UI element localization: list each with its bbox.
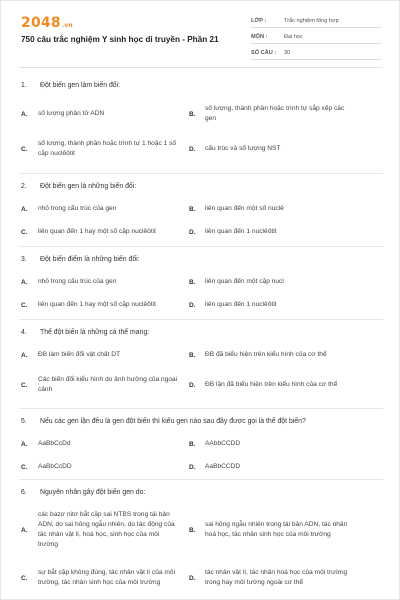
document-title: 750 câu trắc nghiệm Y sinh học di truyền - Phần 21 xyxy=(21,35,219,44)
option-text: liên quan đến một cặp nucl xyxy=(205,278,284,285)
meta-key: SỐ CÂU : xyxy=(251,49,277,56)
option-text: số lượng phân tử ADN xyxy=(37,110,105,117)
option-letter: C. xyxy=(21,145,28,153)
document-header xyxy=(1,1,400,67)
option-a[interactable] xyxy=(1,350,181,360)
option-row xyxy=(1,433,381,455)
option-text: cấu trúc và số lượng NST xyxy=(205,145,281,152)
option-a[interactable] xyxy=(1,510,181,550)
option-letter: A. xyxy=(21,440,28,448)
question-number: 1. xyxy=(21,81,27,89)
question-text: Đột biến gen là những biến đổi: xyxy=(40,182,137,190)
question-header xyxy=(21,409,381,433)
option-a[interactable] xyxy=(1,439,181,449)
option-c[interactable] xyxy=(1,375,181,395)
option-letter: A. xyxy=(21,351,28,359)
option-letter: D. xyxy=(189,574,196,582)
option-row xyxy=(1,271,381,293)
option-row xyxy=(1,97,381,131)
meta-value: 30 xyxy=(284,49,291,56)
option-text: nhỏ trong cấu trúc của gen xyxy=(37,278,117,285)
question-list xyxy=(1,73,400,600)
option-b[interactable] xyxy=(189,104,369,124)
option-c[interactable] xyxy=(1,568,181,588)
option-text: AaBbCcDd xyxy=(37,440,71,447)
option-row xyxy=(1,556,381,600)
question-header xyxy=(21,480,381,504)
option-text: liên quan đến một số nuclê xyxy=(205,205,284,212)
option-letter: D. xyxy=(189,381,196,389)
meta-value: Đại học xyxy=(284,33,303,40)
option-letter: C. xyxy=(21,301,28,309)
option-letter: A. xyxy=(21,526,28,534)
option-text: sai hỏng ngẫu nhiên trong tái bản ADN, tác nhân hoá học, tác nhân sinh học của môi trường xyxy=(205,521,348,538)
option-text: số lượng, thành phần hoặc trình tự 1 hoặc 1 số cặp nuclêôtit xyxy=(37,140,177,157)
option-letter: B. xyxy=(189,351,196,359)
option-b[interactable] xyxy=(189,204,369,214)
option-d[interactable] xyxy=(189,144,369,154)
option-d[interactable] xyxy=(189,380,369,390)
option-b[interactable] xyxy=(189,520,369,540)
option-letter: D. xyxy=(189,228,196,236)
option-letter: A. xyxy=(21,110,28,118)
option-text: AaBbCCDD xyxy=(205,463,241,470)
question-text: Nguyên nhân gây đột biến gen do: xyxy=(40,488,146,496)
option-a[interactable] xyxy=(1,109,181,119)
option-text: AaBbCcDD xyxy=(37,463,72,470)
option-text: AAbbCCDD xyxy=(205,440,241,447)
option-row xyxy=(1,293,381,317)
option-text: liên quan đến 1 nuclêôtit xyxy=(205,301,277,308)
question-number: 4. xyxy=(21,328,27,336)
header-divider xyxy=(19,67,383,68)
option-d[interactable] xyxy=(189,300,369,310)
question-5 xyxy=(1,409,400,479)
question-number: 5. xyxy=(21,417,27,425)
meta-table xyxy=(251,14,381,62)
question-header xyxy=(21,174,381,198)
option-letter: B. xyxy=(189,278,196,286)
option-text: các bazơ nitơ bắt cặp sai NTBS trong tái bản ADN, do sai hỏng ngẫu nhiên, do tác động của tác nhân vật lí, hoá học, sinh học của môi trường xyxy=(37,511,175,548)
option-text: Các biến đổi kiểu hình do ảnh hưởng của ngoại cảnh xyxy=(37,376,178,393)
option-letter: A. xyxy=(21,278,28,286)
option-c[interactable] xyxy=(1,139,181,159)
option-letter: A. xyxy=(21,205,28,213)
option-c[interactable] xyxy=(1,300,181,310)
question-text: Thể đột biến là những cá thể mang: xyxy=(40,328,150,336)
question-2 xyxy=(1,174,400,246)
option-text: ĐB lặn đã biểu hiện trên kiểu hình của cơ thể xyxy=(205,381,338,388)
option-c[interactable] xyxy=(1,227,181,237)
option-letter: C. xyxy=(21,463,28,471)
meta-row-subject xyxy=(251,30,381,44)
question-number: 6. xyxy=(21,488,27,496)
option-text: số lượng, thành phần hoặc trình tự sắp xếp các gen xyxy=(205,105,345,122)
option-letter: D. xyxy=(189,301,196,309)
option-d[interactable] xyxy=(189,227,369,237)
option-row xyxy=(1,504,381,556)
option-c[interactable] xyxy=(1,462,181,472)
option-letter: B. xyxy=(189,526,196,534)
option-d[interactable] xyxy=(189,568,369,588)
question-number: 2. xyxy=(21,182,27,190)
option-text: liên quan đến 1 nuclêôtit xyxy=(205,228,277,235)
option-row xyxy=(1,198,381,220)
option-letter: D. xyxy=(189,145,196,153)
meta-key: LỚP : xyxy=(251,17,267,24)
site-logo[interactable] xyxy=(21,15,73,31)
option-row xyxy=(1,344,381,366)
question-4 xyxy=(1,320,400,408)
option-letter: B. xyxy=(189,110,196,118)
option-text: liên quan đến 1 hay một số cặp nuclêôtit xyxy=(37,228,156,235)
option-b[interactable] xyxy=(189,439,369,449)
question-text: Nếu các gen lặn đều là gen đột biến thì kiểu gen nào sau đây được gọi là thể đột biến? xyxy=(40,417,306,425)
option-d[interactable] xyxy=(189,462,369,472)
option-a[interactable] xyxy=(1,277,181,287)
meta-value: Trắc nghiệm tổng hợp xyxy=(284,17,339,24)
question-header xyxy=(21,247,381,271)
option-text: tác nhân vật lí, tác nhân hoá học của môi trường trong hay môi tường ngoài cơ thể xyxy=(205,569,348,586)
logo-sub-text: .vn xyxy=(61,22,73,29)
option-letter: C. xyxy=(21,381,28,389)
question-header xyxy=(21,320,381,344)
meta-row-class xyxy=(251,14,381,28)
option-letter: C. xyxy=(21,228,28,236)
option-letter: B. xyxy=(189,205,196,213)
question-1 xyxy=(1,73,400,173)
meta-row-count xyxy=(251,46,381,60)
option-b[interactable] xyxy=(189,350,369,360)
option-letter: C. xyxy=(21,574,28,582)
option-row xyxy=(1,366,381,404)
question-text: Đột biến điểm là những biến đổi: xyxy=(40,255,140,263)
option-text: ĐB làm biến đổi vật chất DT xyxy=(37,351,121,358)
question-3 xyxy=(1,247,400,319)
option-text: ĐB đã biểu hiện trên kiểu hình của cơ thể xyxy=(205,351,327,358)
option-row xyxy=(1,131,381,167)
option-row xyxy=(1,220,381,244)
option-letter: B. xyxy=(189,440,196,448)
question-text: Đột biến gen làm biến đổi: xyxy=(40,81,121,89)
option-letter: D. xyxy=(189,463,196,471)
option-text: nhỏ trong cấu trúc của gen xyxy=(37,205,117,212)
option-a[interactable] xyxy=(1,204,181,214)
question-6 xyxy=(1,480,400,600)
logo-main-text: 2048 xyxy=(21,15,61,31)
meta-key: MÔN : xyxy=(251,33,268,40)
option-b[interactable] xyxy=(189,277,369,287)
question-number: 3. xyxy=(21,255,27,263)
option-text: sự bắt cặp không đúng, tác nhân vật lí của môi trường, tác nhân sinh học của môi trường xyxy=(37,569,176,586)
question-header xyxy=(21,73,381,97)
option-row xyxy=(1,455,381,479)
option-text: liên quan đến 1 hay một số cặp nuclêôtit xyxy=(37,301,156,308)
